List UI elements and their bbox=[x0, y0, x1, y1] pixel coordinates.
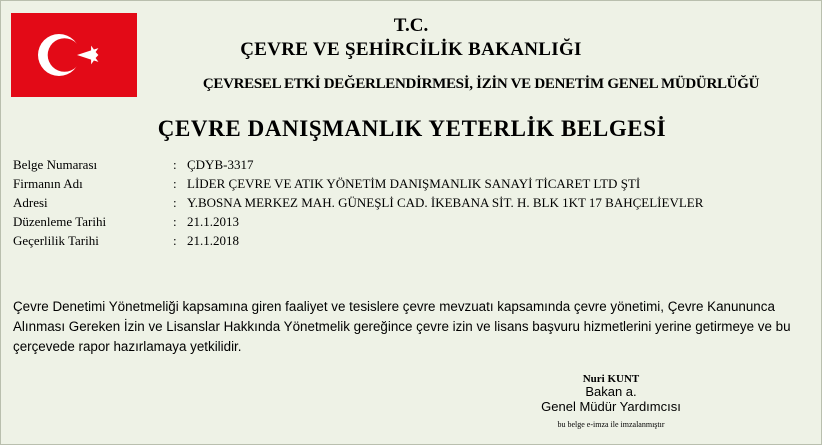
signatory-name: Nuri KUNT bbox=[582, 373, 640, 385]
field-label: Adresi bbox=[13, 195, 48, 210]
field-colon: : bbox=[173, 176, 177, 191]
signatory-role-line2: Genel Müdür Yardımcısı bbox=[541, 399, 681, 414]
validity-date-value: 21.1.2018 bbox=[187, 233, 239, 248]
field-colon: : bbox=[173, 214, 177, 229]
address-value: Y.BOSNA MERKEZ MAH. GÜNEŞLİ CAD. İKEBANA SİT. H. BLK 1KT 17 BAHÇELİEVLER bbox=[187, 195, 704, 210]
document-title: ÇEVRE DANIŞMANLIK YETERLİK BELGESİ bbox=[157, 116, 667, 141]
signature-block bbox=[521, 373, 701, 432]
field-label: Geçerlilik Tarihi bbox=[13, 233, 99, 248]
ministry-heading: ÇEVRE VE ŞEHİRCİLİK BAKANLIĞI bbox=[240, 39, 582, 60]
turkish-flag-icon bbox=[11, 13, 137, 97]
e-signature-note: bu belge e-imza ile imzalanmıştır bbox=[557, 420, 665, 429]
signatory-role-line1: Bakan a. bbox=[585, 384, 637, 399]
field-label: Firmanın Adı bbox=[13, 176, 83, 191]
country-heading: T.C. bbox=[393, 15, 429, 36]
field-label: Belge Numarası bbox=[13, 157, 98, 172]
directorate-heading: ÇEVRESEL ETKİ DEĞERLENDİRMESİ, İZİN VE DENETİM GENEL MÜDÜRLÜĞÜ bbox=[202, 76, 760, 92]
certificate-number-value: ÇDYB-3317 bbox=[187, 157, 254, 172]
field-label: Düzenleme Tarihi bbox=[13, 214, 107, 229]
issue-date-value: 21.1.2013 bbox=[187, 214, 239, 229]
company-name-value: LİDER ÇEVRE VE ATIK YÖNETİM DANIŞMANLIK SANAYİ TİCARET LTD ŞTİ bbox=[187, 176, 641, 191]
field-colon: : bbox=[173, 195, 177, 210]
field-colon: : bbox=[173, 157, 177, 172]
field-colon: : bbox=[173, 233, 177, 248]
authorization-paragraph: Çevre Denetimi Yönetmeliği kapsamına giren faaliyet ve tesislere çevre mevzuatı kapsamında çevre yönetimi, Çevre Kanununca Alınması Gereken İzin ve Lisanslar Hakkında Yönetmelik gereğince çevre izin ve lisans başvuru hizmetlerini yerine getirmeye ve bu çerçevede rapor hazırlamaya yetkilidir. bbox=[13, 299, 791, 354]
